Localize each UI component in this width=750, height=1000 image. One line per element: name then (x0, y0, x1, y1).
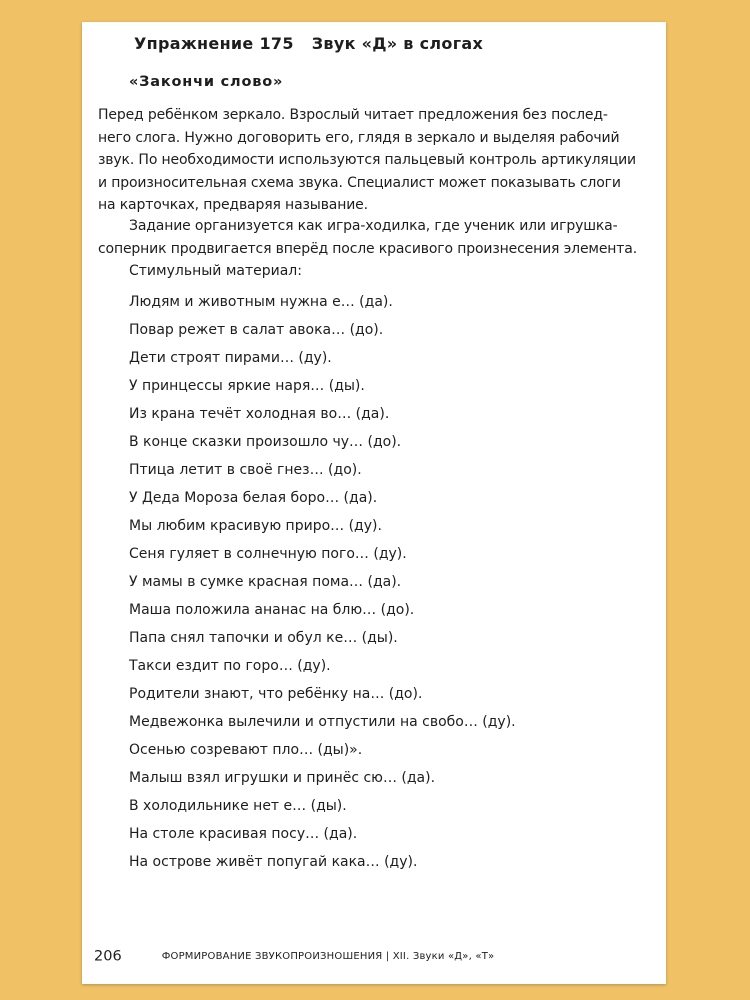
list-item: Медвежонка вылечили и отпустили на свобо… (ду). (129, 714, 516, 730)
exercise-heading (134, 34, 483, 53)
list-item: Малыш взял игрушки и принёс сю… (да). (129, 770, 436, 786)
stimulus-list (129, 291, 516, 879)
list-item: Дети строят пирами… (ду). (129, 350, 332, 366)
instruction-paragraph: Перед ребёнком зеркало. Взрослый читает предложения без послед- него слога. Нужно договорить его, глядя в зеркало и выделяя рабочий звук. По необходимости используются пальцевый контроль артикуляции и произносительная схема звука. Специалист может показывать слоги на карточках, предваряя называние. (98, 107, 636, 213)
list-item: На острове живёт попугай кака… (ду). (129, 854, 418, 870)
list-item: У Деда Мороза белая боро… (да). (129, 490, 378, 506)
list-item: У принцессы яркие наря… (ды). (129, 378, 365, 394)
running-title: ФОРМИРОВАНИЕ ЗВУКОПРОИЗНОШЕНИЯ | XII. Звуки «Д», «Т» (161, 951, 495, 962)
page-number: 206 (94, 948, 122, 965)
game-title: «Закончи слово» (129, 74, 284, 90)
list-item: Сеня гуляет в солнечную пого… (ду). (129, 546, 407, 562)
list-item: На столе красивая посу… (да). (129, 826, 358, 842)
exercise-number: Упражнение 175 (134, 34, 294, 53)
game-description-paragraph: Задание организуется как игра-ходилка, где ученик или игрушка- соперник продвигается вперёд после красивого произнесения элемента. (98, 218, 638, 257)
list-item: У мамы в сумке красная пома… (да). (129, 574, 402, 590)
list-item: Родители знают, что ребёнку на… (до). (129, 686, 423, 702)
list-item: Папа снял тапочки и обул ке… (ды). (129, 630, 398, 646)
list-item: Мы любим красивую приро… (ду). (129, 518, 382, 534)
list-item: Людям и животным нужна е… (да). (129, 294, 393, 310)
list-item: В конце сказки произошло чу… (до). (129, 434, 402, 450)
list-item: Повар режет в салат авока… (до). (129, 322, 384, 338)
stimulus-material-label: Стимульный материал: (129, 263, 302, 279)
list-item: Маша положила ананас на блю… (до). (129, 602, 415, 618)
list-item: Птица летит в своё гнез… (до). (129, 462, 362, 478)
exercise-topic: Звук «Д» в слогах (311, 34, 484, 53)
list-item: Из крана течёт холодная во… (да). (129, 406, 390, 422)
page-footer (94, 946, 494, 965)
list-item: Осенью созревают пло… (ды)». (129, 742, 363, 758)
book-page (82, 22, 666, 984)
list-item: Такси ездит по горо… (ду). (129, 658, 331, 674)
list-item: В холодильнике нет е… (ды). (129, 798, 347, 814)
